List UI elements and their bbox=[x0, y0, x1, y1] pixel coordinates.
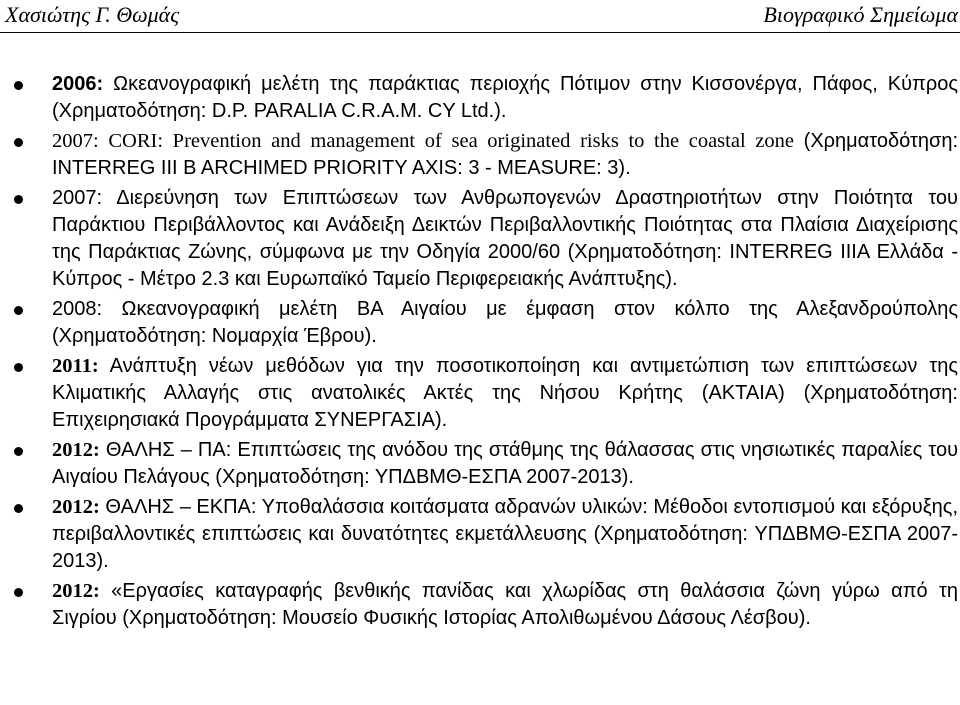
entry-year: 2006: bbox=[52, 73, 104, 95]
list-item bbox=[0, 71, 960, 125]
list-item bbox=[0, 185, 960, 293]
list-item bbox=[0, 494, 960, 575]
project-list bbox=[0, 71, 960, 635]
entry-title: «Εργασίες καταγραφής βενθικής πανίδας και χλωρίδας στη θαλάσσια ζώνη γύρω από τη Σιγρίου (Χρηματοδότηση: Μουσείο Φυσικής Ιστορίας Απολιθωμένου Δάσους Λέσβου). bbox=[52, 580, 958, 629]
list-item bbox=[0, 296, 960, 350]
entry-title: Ωκεανογραφική μελέτη ΒΑ Αιγαίου με έμφαση στον κόλπο της Αλεξανδρούπολης (Χρηματοδότηση: Νομαρχία Έβρου). bbox=[52, 298, 958, 347]
entry-text bbox=[52, 580, 958, 629]
entry-title: ΘΑΛΗΣ – ΠΑ: Επιπτώσεις της ανόδου της στάθμης της θάλασσας στις νησιωτικές παραλίες του Αιγαίου Πελάγους (Χρηματοδότηση: ΥΠΔΒΜΘ-ΕΣΠΑ 2007-2013). bbox=[52, 439, 958, 488]
document-title: Βιογραφικό Σημείωμα bbox=[763, 2, 958, 27]
bullet-icon bbox=[14, 138, 23, 147]
entry-title: Ωκεανογραφική μελέτη της παράκτιας περιοχής Πότιμον στην Κισσονέργα, Πάφος, Κύπρος (Χρηματοδότηση: D.P. PARALIA C.R.A.M. CY Ltd.). bbox=[52, 73, 958, 122]
entry-funding: (Χρηματοδότηση: INTERREG III B ARCHIMED PRIORITY AXIS: 3 - MEASURE: 3). bbox=[52, 130, 959, 179]
bullet-icon bbox=[14, 81, 23, 90]
entry-year: 2012: bbox=[52, 580, 100, 602]
entry-text bbox=[52, 439, 958, 488]
page-header bbox=[0, 0, 960, 33]
entry-title: Διερεύνηση των Επιπτώσεων των Ανθρωπογενών Δραστηριοτήτων στην Ποιότητα του Παράκτιου Περιβάλλοντος και Ανάδειξη Δεικτών Περιβαλλοντικής Ποιότητας στα Πλαίσια Διαχείρισης της Παράκτιας Ζώνης, σύμφωνα με την Οδηγία 2000/60 (Χρηματοδότηση: INTERREG IIIA Ελλάδα - Κύπρος - Μέτρο 2.3 και Ευρωπαϊκό Ταμείο Περιφερειακής Ανάπτυξης). bbox=[52, 187, 958, 290]
bullet-icon bbox=[14, 363, 23, 372]
bullet-icon bbox=[14, 588, 23, 597]
entry-text bbox=[52, 130, 958, 179]
entry-year: 2007: bbox=[52, 130, 99, 152]
bullet-icon bbox=[14, 447, 23, 456]
entry-year: 2012: bbox=[52, 496, 100, 518]
list-item bbox=[0, 353, 960, 434]
entry-year: 2012: bbox=[52, 439, 100, 461]
entry-text bbox=[52, 298, 958, 347]
bullet-icon bbox=[14, 504, 23, 513]
list-item bbox=[0, 128, 960, 182]
author-name: Χασιώτης Γ. Θωμάς bbox=[5, 2, 180, 27]
bullet-icon bbox=[14, 195, 23, 204]
entry-text bbox=[52, 496, 958, 572]
entry-year: 2007: bbox=[52, 187, 103, 209]
entry-text bbox=[52, 73, 958, 122]
entry-title: Ανάπτυξη νέων μεθόδων για την ποσοτικοποίηση και αντιμετώπιση των επιπτώσεων της Κλιματικής Αλλαγής στις ανατολικές Ακτές της Νήσου Κρήτης (ΑΚΤΑΙΑ) (Χρηματοδότηση: Επιχειρησιακά Προγράμματα ΣΥΝΕΡΓΑΣΙΑ). bbox=[52, 355, 958, 431]
entry-year: 2008: bbox=[52, 298, 103, 320]
entry-text bbox=[52, 355, 958, 431]
list-item bbox=[0, 578, 960, 632]
bullet-icon bbox=[14, 306, 23, 315]
list-item bbox=[0, 437, 960, 491]
entry-title: ΘΑΛΗΣ – ΕΚΠΑ: Υποθαλάσσια κοιτάσματα αδρανών υλικών: Μέθοδοι εντοπισμού και εξόρυξης, περιβαλλοντικές επιπτώσεις και δυνατότητες εκμετάλλευσης (Χρηματοδότηση: ΥΠΔΒΜΘ-ΕΣΠΑ 2007-2013). bbox=[52, 496, 958, 572]
entry-text bbox=[52, 187, 958, 290]
entry-year: 2011: bbox=[52, 355, 99, 377]
entry-title: CORI: Prevention and management of sea originated risks to the coastal zone bbox=[98, 130, 794, 152]
